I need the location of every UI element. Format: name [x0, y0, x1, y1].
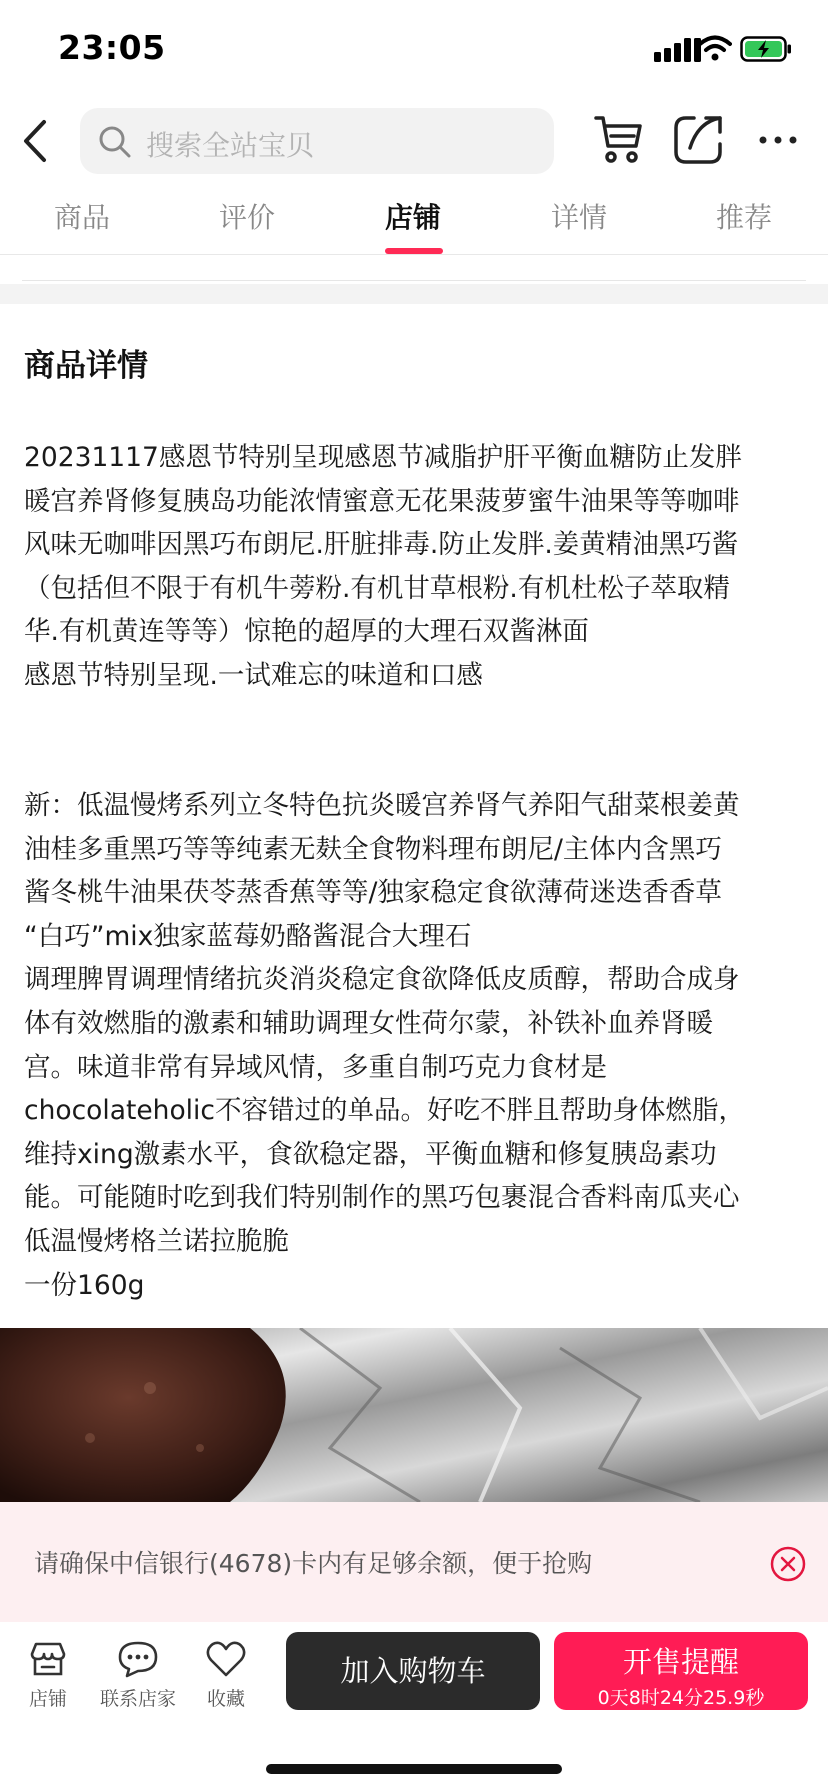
detail-line: 低温慢烤格兰诺拉脆脆 — [24, 1225, 289, 1257]
tab-bar — [0, 196, 828, 256]
shop-label: 店铺 — [28, 1688, 67, 1710]
detail-line: 暖宫养肾修复胰岛功能浓情蜜意无花果菠萝蜜牛油果等等咖啡 — [24, 485, 740, 517]
cart-icon — [596, 118, 640, 161]
add-to-cart-button[interactable]: 加入购物车 — [286, 1632, 540, 1710]
detail-line: 调理脾胃调理情绪抗炎消炎稳定食欲降低皮质醇，帮助合成身 — [24, 964, 740, 996]
tab-recommend[interactable]: 推荐 — [715, 201, 772, 234]
detail-line: 感恩节特别呈现.一试难忘的味道和口感 — [24, 659, 483, 691]
detail-line: （包括但不限于有机牛蒡粉.有机甘草根粉.有机杜松子萃取精 — [24, 572, 730, 604]
wifi-icon — [698, 34, 732, 62]
product-photo — [0, 1328, 828, 1502]
countdown-timer: 0天8时24分25.9秒 — [597, 1687, 765, 1709]
notice-text: 请确保中信银行(4678)卡内有足够余额，便于抢购 — [34, 1549, 593, 1578]
share-icon — [676, 118, 720, 162]
detail-line: 酱冬桃牛油果茯苓蒸香蕉等等/独家稳定食欲薄荷迷迭香香草 — [24, 877, 722, 909]
favorite-label: 收藏 — [206, 1688, 245, 1710]
close-button[interactable] — [770, 1546, 806, 1582]
detail-line: 华.有机黄连等等）惊艳的超厚的大理石双酱淋面 — [24, 616, 589, 648]
battery-icon — [740, 36, 792, 62]
search-bar[interactable] — [80, 108, 554, 174]
more-icon — [760, 137, 797, 144]
more-button[interactable] — [758, 128, 798, 152]
divider — [22, 280, 806, 281]
status-bar — [0, 0, 828, 100]
balance-reminder-banner — [0, 1502, 828, 1622]
tab-details[interactable]: 详情 — [550, 201, 607, 234]
detail-line: 维持xing激素水平，食欲稳定器，平衡血糖和修复胰岛素功 — [24, 1138, 717, 1170]
detail-line: 体有效燃脂的激素和辅助调理女性荷尔蒙，补铁补血养肾暖 — [24, 1007, 713, 1039]
detail-paragraph — [24, 436, 806, 698]
favorite-button[interactable] — [204, 1640, 248, 1711]
cart-button[interactable] — [594, 112, 642, 166]
detail-line: “白巧”mix独家蓝莓奶酪酱混合大理石 — [24, 920, 472, 952]
detail-line: 一份160g — [24, 1269, 145, 1301]
shop-button[interactable] — [26, 1640, 70, 1711]
search-placeholder: 搜索全站宝贝 — [146, 129, 315, 162]
heart-icon — [205, 1640, 247, 1678]
tab-reviews[interactable]: 评价 — [218, 201, 275, 234]
divider — [0, 254, 828, 255]
sale-reminder-label: 开售提醒 — [622, 1645, 739, 1679]
contact-seller-button[interactable] — [98, 1640, 178, 1711]
back-button[interactable] — [18, 116, 58, 166]
detail-line: 油桂多重黑巧等等纯素无麸全食物料理布朗尼/主体内含黑巧 — [24, 833, 722, 865]
chat-icon — [117, 1640, 159, 1678]
tab-shop[interactable]: 店铺 — [384, 201, 441, 234]
detail-line: chocolateholic不容错过的单品。好吃不胖且帮助身体燃脂， — [24, 1095, 745, 1127]
share-button[interactable] — [672, 112, 726, 166]
cellular-signal-icon — [654, 38, 702, 62]
close-icon — [772, 1548, 804, 1580]
search-icon — [98, 125, 132, 159]
contact-seller-label: 联系店家 — [99, 1688, 176, 1710]
tab-product[interactable]: 商品 — [53, 201, 110, 234]
detail-line: 风味无咖啡因黑巧布朗尼.肝脏排毒.防止发胖.姜黄精油黑巧酱 — [24, 529, 739, 561]
detail-line: 宫。味道非常有异域风情，多重自制巧克力食材是 — [24, 1051, 607, 1083]
back-icon — [26, 122, 44, 160]
detail-line: 20231117感恩节特别呈现感恩节减脂护肝平衡血糖防止发胖 — [24, 442, 742, 473]
section-title: 商品详情 — [24, 348, 148, 384]
detail-line: 新：低温慢烤系列立冬特色抗炎暖宫养肾气养阳气甜菜根姜黄 — [24, 790, 740, 821]
home-indicator — [266, 1764, 562, 1774]
bottom-action-bar — [0, 1622, 828, 1792]
detail-line: 能。可能随时吃到我们特别制作的黑巧包裹混合香料南瓜夹心 — [24, 1182, 740, 1214]
shop-icon — [28, 1640, 68, 1678]
section-separator — [0, 284, 828, 304]
sale-reminder-button[interactable] — [554, 1632, 808, 1710]
detail-paragraph — [24, 784, 806, 1307]
status-time: 23:05 — [58, 28, 166, 67]
